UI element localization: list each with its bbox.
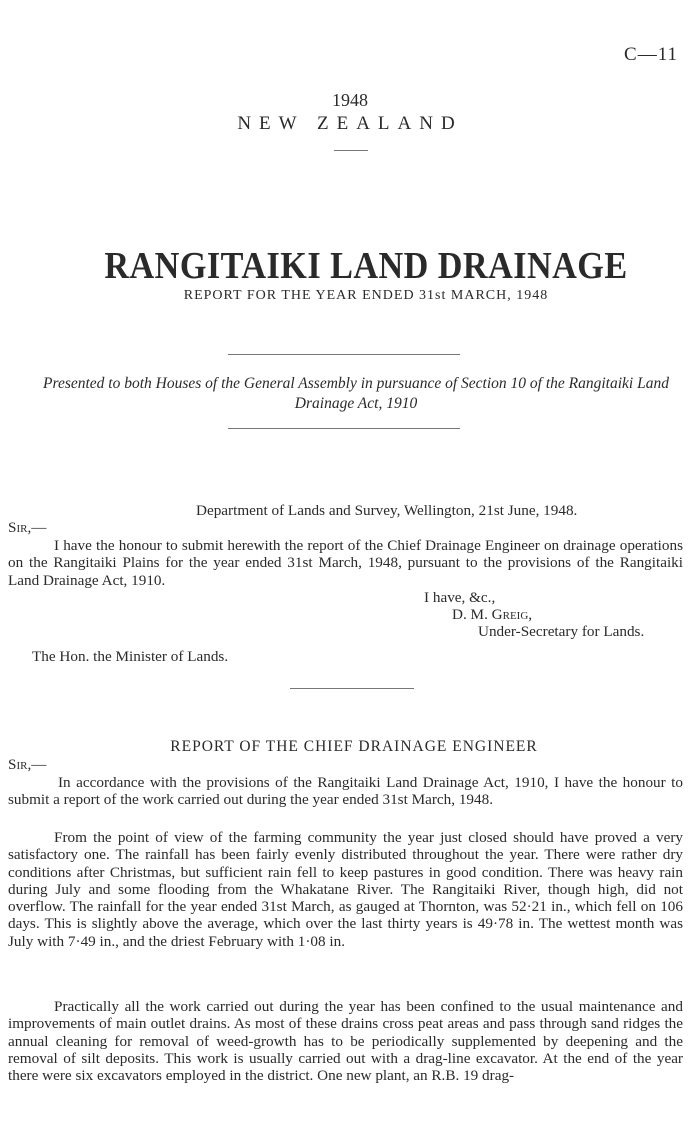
report-heading: REPORT OF THE CHIEF DRAINAGE ENGINEER	[170, 738, 538, 755]
letter-signatory: D. M. Greig,	[452, 606, 533, 623]
document-subtitle: REPORT FOR THE YEAR ENDED 31st MARCH, 1948	[183, 288, 549, 303]
report-paragraph: In accordance with the provisions of the Rangitaiki Land Drainage Act, 1910, I have the honour to submit a report of the work carried out during the year ended 31st March, 1948.	[8, 774, 683, 809]
report-paragraph: Practically all the work carried out during the year has been confined to the usual maintenance and improvements of main outlet drains. As most of these drains cross peat areas and pass through sand ridges the annual cleaning for removal of weed-growth has to be periodically supplemented by deepening and the removal of silt deposits. This work is usually carried out with a drag-line excavator. At the end of the year there were six excavators employed in the district. One new plant, an R.B. 19 drag-	[8, 998, 683, 1085]
presented-notice: Presented to both Houses of the General Assembly in pursuance of Section 10 of the Rangitaiki Land Drainage Act, 1910	[43, 375, 669, 412]
department-line: Department of Lands and Survey, Wellington, 21st June, 1948.	[196, 502, 578, 519]
report-paragraph: From the point of view of the farming community the year just closed should have proved a very satisfactory one. The rainfall has been fairly evenly distributed throughout the year. There were rather dry conditions after Christmas, but sufficient rain fell to keep pastures in good condition. There was heavy rain during July and some flooding from the Whakatane River. The Rangitaiki River, though high, did not overflow. The rainfall for the year ended 31st March, as gauged at Thornton, was 52·21 in., which fell on 106 days. This is slightly above the average, which over the last thirty years is 49·78 in. The wettest month was July with 7·49 in., and the driest February with 1·08 in.	[8, 829, 683, 950]
document-title: RANGITAIKI LAND DRAINAGE	[104, 245, 628, 287]
letter-signatory-title: Under-Secretary for Lands.	[478, 623, 645, 640]
letter-body: I have the honour to submit herewith the report of the Chief Drainage Engineer on drainage operations on the Rangitaiki Plains for the year ended 31st March, 1948, pursuant to the provisions of the Rangitaiki Land Drainage Act, 1910.	[8, 537, 683, 589]
divider-rule	[290, 688, 414, 689]
letter-addressee: The Hon. the Minister of Lands.	[32, 648, 229, 665]
publication-year: 1948	[332, 90, 368, 110]
divider-rule	[228, 354, 460, 355]
divider-rule	[334, 150, 368, 151]
country-name: NEW ZEALAND	[237, 113, 463, 134]
page-reference: C—11	[624, 44, 678, 65]
letter-salutation: Sir,—	[8, 519, 47, 536]
letter-closing: I have, &c.,	[424, 589, 496, 606]
divider-rule	[228, 428, 460, 429]
report-salutation: Sir,—	[8, 756, 47, 773]
